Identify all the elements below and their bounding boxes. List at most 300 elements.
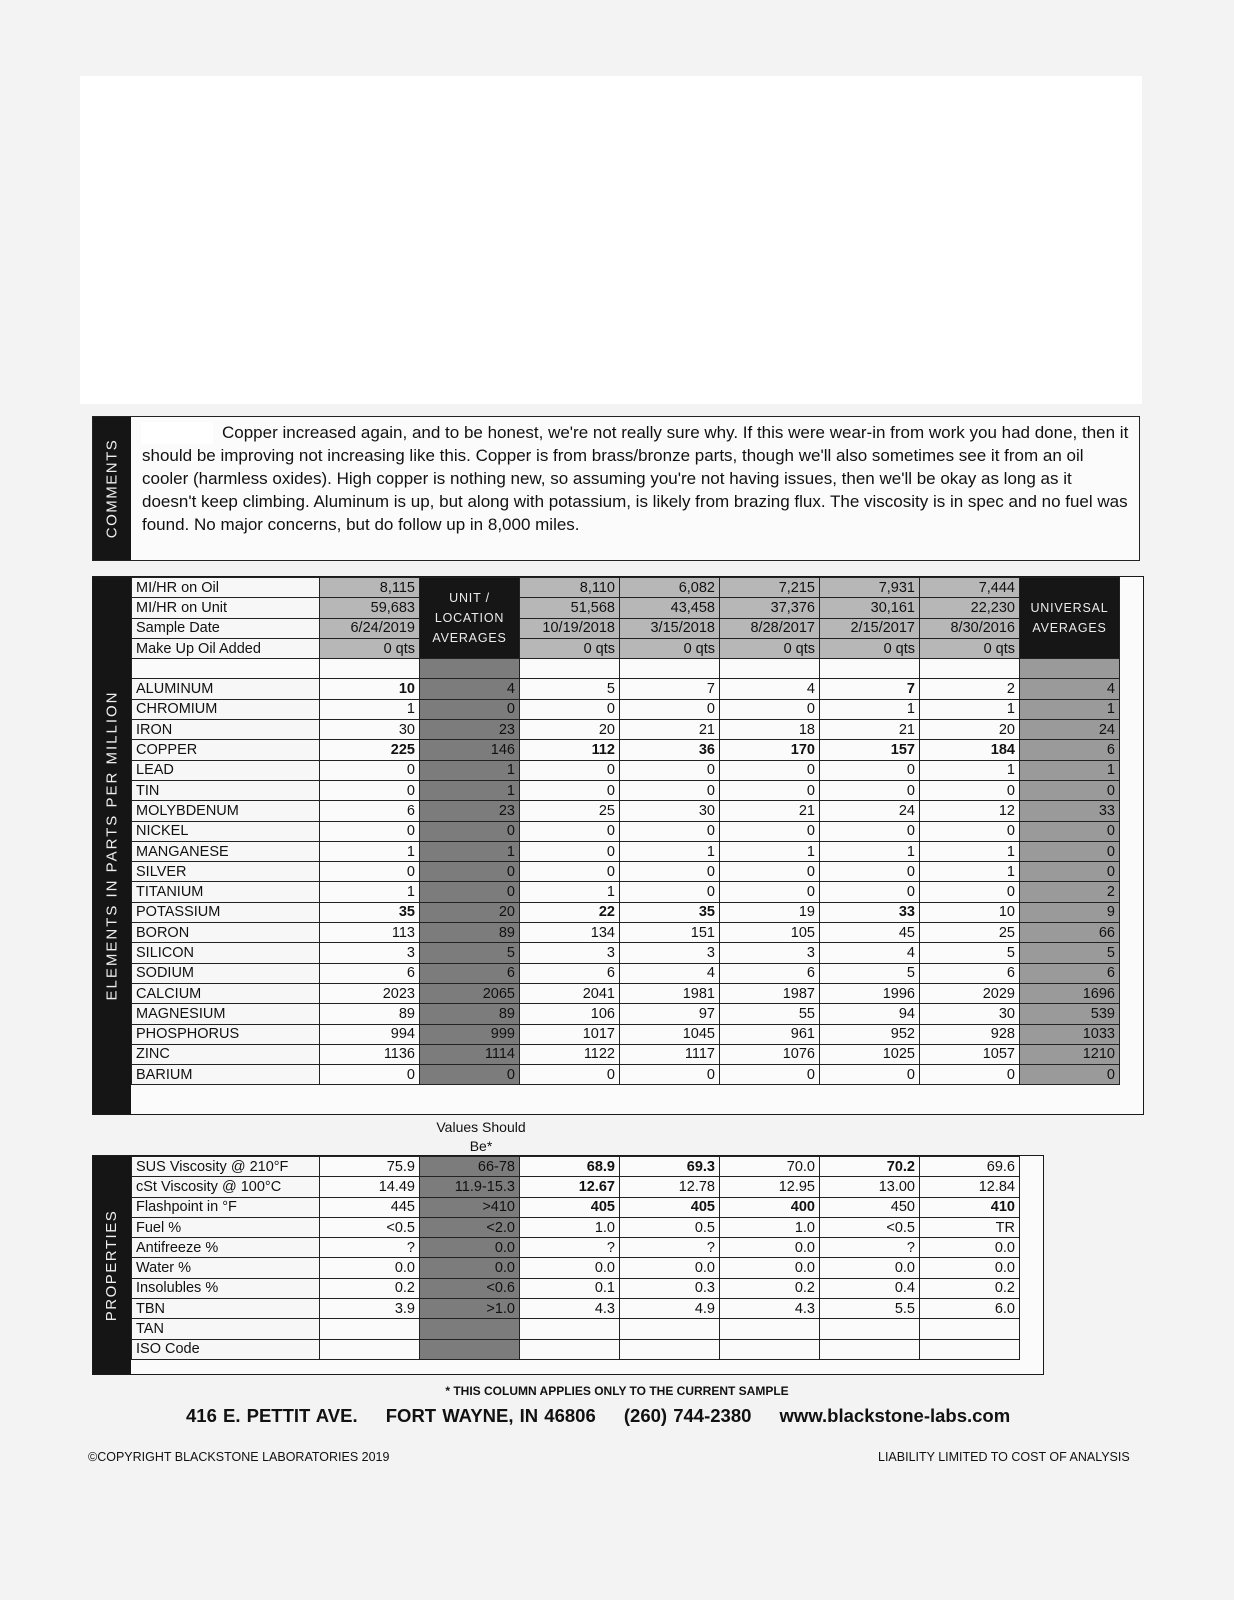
history-value: 33	[820, 902, 920, 922]
element-row	[132, 740, 1120, 760]
blank-cell	[920, 659, 1020, 679]
history-value: 0	[720, 1065, 820, 1085]
history-value: 1996	[820, 983, 920, 1003]
history-value: 134	[520, 923, 620, 943]
elements-table	[131, 577, 1120, 1085]
history-value: 6,082	[620, 578, 720, 598]
history-value: 69.6	[920, 1157, 1020, 1177]
history-value: 3/15/2018	[620, 618, 720, 638]
history-value: 0	[620, 780, 720, 800]
element-name: POTASSIUM	[132, 902, 320, 922]
universal-average: 0	[1020, 862, 1120, 882]
current-value: 994	[320, 1024, 420, 1044]
history-value: 0	[820, 821, 920, 841]
property-row	[132, 1157, 1020, 1177]
history-value: 3	[720, 943, 820, 963]
current-value: 3.9	[320, 1299, 420, 1319]
unit-average: 4	[420, 679, 520, 699]
current-value: 10	[320, 679, 420, 699]
history-value: 24	[820, 801, 920, 821]
history-value: 952	[820, 1024, 920, 1044]
universal-average: 2	[1020, 882, 1120, 902]
blank-cell	[320, 659, 420, 679]
history-value: 0	[620, 760, 720, 780]
history-value: 0.4	[820, 1278, 920, 1298]
element-name: CHROMIUM	[132, 699, 320, 719]
current-value: 89	[320, 1004, 420, 1024]
history-value: 184	[920, 740, 1020, 760]
property-name: Antifreeze %	[132, 1238, 320, 1258]
expected-value: >410	[420, 1197, 520, 1217]
history-value: 0	[520, 780, 620, 800]
redacted-header-area	[80, 76, 1142, 404]
history-value: 0	[520, 841, 620, 861]
footnote: * THIS COLUMN APPLIES ONLY TO THE CURRENT SAMPLE	[445, 1384, 789, 1398]
history-value: 0 qts	[920, 638, 1020, 658]
history-value: 0	[920, 821, 1020, 841]
history-value: 1122	[520, 1044, 620, 1064]
history-value: 105	[720, 923, 820, 943]
current-value: 2023	[320, 983, 420, 1003]
current-value: 8,115	[320, 578, 420, 598]
history-value: 20	[920, 720, 1020, 740]
universal-average: 539	[1020, 1004, 1120, 1024]
universal-average: 6	[1020, 740, 1120, 760]
history-value: ?	[520, 1238, 620, 1258]
element-name: LEAD	[132, 760, 320, 780]
property-name: Water %	[132, 1258, 320, 1278]
universal-average: 24	[1020, 720, 1120, 740]
history-value: 0.1	[520, 1278, 620, 1298]
elements-section	[92, 576, 1144, 1115]
history-value: 7	[820, 679, 920, 699]
blank-cell	[132, 659, 320, 679]
history-value: 1	[820, 841, 920, 861]
current-value: 113	[320, 923, 420, 943]
history-value: 0 qts	[720, 638, 820, 658]
unit-average: 0	[420, 699, 520, 719]
history-value: 4	[820, 943, 920, 963]
history-value: 22	[520, 902, 620, 922]
phone: (260) 744-2380	[623, 1405, 752, 1426]
history-value: 1076	[720, 1044, 820, 1064]
element-row	[132, 801, 1120, 821]
history-value: 37,376	[720, 598, 820, 618]
comments-text: Copper increased again, and to be honest, we're not really sure why. If this were wear-in from work you had done, then it should be improving not increasing like this. Copper is from brass/bronze parts, though we'll also sometimes see it from an oil cooler (harmless oxides). High copper is nothing new, so assuming you're not having issues, then we'll be okay as long as it doesn't keep climbing. Aluminum is up, but along with potassium, is likely from brazing flux. The viscosity is in spec and no fuel was found. No major concerns, but do follow up in 8,000 miles.	[142, 423, 1129, 534]
unit-average: 999	[420, 1024, 520, 1044]
property-row	[132, 1238, 1020, 1258]
element-row	[132, 862, 1120, 882]
history-value: 25	[920, 923, 1020, 943]
history-value: 0	[820, 780, 920, 800]
unit-average: 89	[420, 1004, 520, 1024]
history-value: 12.78	[620, 1177, 720, 1197]
current-value: 0	[320, 821, 420, 841]
history-value: 0	[720, 862, 820, 882]
sample-info-row	[132, 578, 1120, 598]
history-value: 0	[920, 882, 1020, 902]
property-row	[132, 1339, 1020, 1359]
history-value: 12	[920, 801, 1020, 821]
history-value: 4	[620, 963, 720, 983]
history-value: 68.9	[520, 1157, 620, 1177]
history-value	[520, 1319, 620, 1339]
element-row	[132, 1044, 1120, 1064]
current-value: 1	[320, 699, 420, 719]
property-row	[132, 1217, 1020, 1237]
lab-address	[186, 1405, 1032, 1427]
history-value: 0	[720, 821, 820, 841]
property-name: SUS Viscosity @ 210°F	[132, 1157, 320, 1177]
history-value: 1981	[620, 983, 720, 1003]
current-value: 59,683	[320, 598, 420, 618]
element-row	[132, 679, 1120, 699]
history-value: 21	[720, 801, 820, 821]
unit-average: 5	[420, 943, 520, 963]
current-value: 1	[320, 841, 420, 861]
element-name: MOLYBDENUM	[132, 801, 320, 821]
history-value: 5.5	[820, 1299, 920, 1319]
history-value: 4.3	[520, 1299, 620, 1319]
expected-value	[420, 1339, 520, 1359]
element-name: MANGANESE	[132, 841, 320, 861]
element-name: MAGNESIUM	[132, 1004, 320, 1024]
universal-average: 66	[1020, 923, 1120, 943]
history-value: 0.0	[720, 1258, 820, 1278]
property-row	[132, 1258, 1020, 1278]
element-row	[132, 963, 1120, 983]
history-value: 2	[920, 679, 1020, 699]
properties-label: PROPERTIES	[93, 1156, 131, 1374]
history-value: 55	[720, 1004, 820, 1024]
history-value: 12.67	[520, 1177, 620, 1197]
element-name: TITANIUM	[132, 882, 320, 902]
current-value: ?	[320, 1238, 420, 1258]
history-value: 30	[920, 1004, 1020, 1024]
history-value: 1	[720, 841, 820, 861]
history-value: 2029	[920, 983, 1020, 1003]
element-row	[132, 1024, 1120, 1044]
current-value: 0.0	[320, 1258, 420, 1278]
universal-average: 4	[1020, 679, 1120, 699]
current-value: 0	[320, 780, 420, 800]
expected-value: >1.0	[420, 1299, 520, 1319]
property-name: TBN	[132, 1299, 320, 1319]
history-value: 5	[920, 943, 1020, 963]
unit-average: 2065	[420, 983, 520, 1003]
current-value	[320, 1339, 420, 1359]
element-name: BARIUM	[132, 1065, 320, 1085]
properties-section	[92, 1155, 1044, 1375]
history-value: 1	[520, 882, 620, 902]
history-value: 0.0	[720, 1238, 820, 1258]
element-row	[132, 882, 1120, 902]
element-name: ALUMINUM	[132, 679, 320, 699]
history-value: 0	[720, 882, 820, 902]
current-value: 75.9	[320, 1157, 420, 1177]
current-value: 0 qts	[320, 638, 420, 658]
comments-box	[92, 416, 1140, 561]
property-name: Insolubles %	[132, 1278, 320, 1298]
history-value: 0 qts	[520, 638, 620, 658]
history-value: 3	[520, 943, 620, 963]
sample-info-row	[132, 638, 1120, 658]
expected-value: 0.0	[420, 1238, 520, 1258]
history-value	[520, 1339, 620, 1359]
history-value: 43,458	[620, 598, 720, 618]
history-value: 2/15/2017	[820, 618, 920, 638]
history-value: 0	[920, 780, 1020, 800]
element-name: COPPER	[132, 740, 320, 760]
unit-average: 23	[420, 720, 520, 740]
history-value: 0 qts	[820, 638, 920, 658]
history-value: 20	[520, 720, 620, 740]
history-value: 70.0	[720, 1157, 820, 1177]
history-value: 0	[620, 862, 720, 882]
current-value: 1136	[320, 1044, 420, 1064]
element-name: ZINC	[132, 1044, 320, 1064]
history-value: 0	[620, 1065, 720, 1085]
expected-value: 66-78	[420, 1157, 520, 1177]
history-value: 405	[520, 1197, 620, 1217]
universal-average: 1	[1020, 699, 1120, 719]
history-value: 1057	[920, 1044, 1020, 1064]
element-row	[132, 1004, 1120, 1024]
history-value: ?	[820, 1238, 920, 1258]
property-row	[132, 1299, 1020, 1319]
history-value: 70.2	[820, 1157, 920, 1177]
history-value: 961	[720, 1024, 820, 1044]
sample-info-row	[132, 618, 1120, 638]
history-value	[620, 1339, 720, 1359]
history-value: 4.9	[620, 1299, 720, 1319]
history-value	[620, 1319, 720, 1339]
history-value: ?	[620, 1238, 720, 1258]
history-value: 7,215	[720, 578, 820, 598]
history-value: 0	[720, 760, 820, 780]
history-value: 22,230	[920, 598, 1020, 618]
current-value: 6	[320, 963, 420, 983]
history-value: 4.3	[720, 1299, 820, 1319]
history-value: 21	[820, 720, 920, 740]
history-value: 8/30/2016	[920, 618, 1020, 638]
history-value: <0.5	[820, 1217, 920, 1237]
history-value: 0.0	[820, 1258, 920, 1278]
spacer-row	[132, 659, 1120, 679]
history-value: 405	[620, 1197, 720, 1217]
current-value: 35	[320, 902, 420, 922]
row-label: MI/HR on Oil	[132, 578, 320, 598]
expected-value: 0.0	[420, 1258, 520, 1278]
history-value: 12.84	[920, 1177, 1020, 1197]
element-name: TIN	[132, 780, 320, 800]
element-name: SILICON	[132, 943, 320, 963]
universal-averages-header: UNIVERSAL AVERAGES	[1020, 578, 1120, 659]
property-name: TAN	[132, 1319, 320, 1339]
universal-average: 0	[1020, 780, 1120, 800]
history-value: 6	[720, 963, 820, 983]
history-value: 35	[620, 902, 720, 922]
history-value: 6	[920, 963, 1020, 983]
element-row	[132, 902, 1120, 922]
universal-average: 0	[1020, 1065, 1120, 1085]
unit-average: 6	[420, 963, 520, 983]
blank-cell	[520, 659, 620, 679]
element-row	[132, 720, 1120, 740]
history-value: 4	[720, 679, 820, 699]
history-value: 0.2	[920, 1278, 1020, 1298]
element-row	[132, 943, 1120, 963]
universal-average: 0	[1020, 841, 1120, 861]
history-value: 0	[920, 1065, 1020, 1085]
history-value: 0.3	[620, 1278, 720, 1298]
history-value: 1	[920, 862, 1020, 882]
universal-average: 5	[1020, 943, 1120, 963]
current-value: 445	[320, 1197, 420, 1217]
universal-average: 1210	[1020, 1044, 1120, 1064]
history-value: 0.5	[620, 1217, 720, 1237]
history-value: 0	[820, 862, 920, 882]
universal-average: 1696	[1020, 983, 1120, 1003]
element-name: PHOSPHORUS	[132, 1024, 320, 1044]
element-name: BORON	[132, 923, 320, 943]
universal-average: 33	[1020, 801, 1120, 821]
unit-average: 0	[420, 821, 520, 841]
history-value	[920, 1319, 1020, 1339]
current-value: 0.2	[320, 1278, 420, 1298]
history-value: 1	[820, 699, 920, 719]
current-value: 0	[320, 1065, 420, 1085]
history-value: 0	[820, 760, 920, 780]
history-value: 19	[720, 902, 820, 922]
property-name: Fuel %	[132, 1217, 320, 1237]
row-label: MI/HR on Unit	[132, 598, 320, 618]
history-value: 0	[520, 699, 620, 719]
history-value: 0	[620, 821, 720, 841]
history-value: 97	[620, 1004, 720, 1024]
comments-label: COMMENTS	[93, 417, 131, 560]
city: FORT WAYNE, IN 46806	[385, 1405, 596, 1426]
history-value: 410	[920, 1197, 1020, 1217]
history-value: 6	[520, 963, 620, 983]
blank-cell	[720, 659, 820, 679]
history-value: 6.0	[920, 1299, 1020, 1319]
universal-average: 6	[1020, 963, 1120, 983]
history-value	[720, 1319, 820, 1339]
current-value: 0	[320, 760, 420, 780]
history-value: 0	[620, 699, 720, 719]
element-row	[132, 821, 1120, 841]
values-should-be-note: Values Should Be*	[436, 1119, 526, 1154]
history-value: 0.0	[920, 1258, 1020, 1278]
current-value: 30	[320, 720, 420, 740]
history-value: 0	[520, 862, 620, 882]
history-value: 1.0	[520, 1217, 620, 1237]
element-name: IRON	[132, 720, 320, 740]
history-value: 1987	[720, 983, 820, 1003]
history-value: 0	[520, 821, 620, 841]
unit-average: 23	[420, 801, 520, 821]
redacted-name	[141, 422, 213, 444]
universal-average: 1	[1020, 760, 1120, 780]
property-row	[132, 1177, 1020, 1197]
history-value: 0	[720, 780, 820, 800]
unit-average: 1	[420, 841, 520, 861]
website-link[interactable]: www.blackstone-labs.com	[779, 1405, 1011, 1426]
history-value: 7,444	[920, 578, 1020, 598]
history-value: 10	[920, 902, 1020, 922]
element-name: CALCIUM	[132, 983, 320, 1003]
history-value: 2041	[520, 983, 620, 1003]
history-value: 94	[820, 1004, 920, 1024]
history-value: 5	[820, 963, 920, 983]
history-value: 69.3	[620, 1157, 720, 1177]
current-value: 225	[320, 740, 420, 760]
current-value: 0	[320, 862, 420, 882]
history-value: 112	[520, 740, 620, 760]
property-name: cSt Viscosity @ 100°C	[132, 1177, 320, 1197]
unit-average: 1114	[420, 1044, 520, 1064]
history-value: 450	[820, 1197, 920, 1217]
history-value: 1025	[820, 1044, 920, 1064]
current-value	[320, 1319, 420, 1339]
unit-average: 0	[420, 1065, 520, 1085]
properties-table	[131, 1156, 1020, 1360]
element-name: SILVER	[132, 862, 320, 882]
history-value: 1	[920, 841, 1020, 861]
unit-average: 20	[420, 902, 520, 922]
street: 416 E. PETTIT AVE.	[186, 1405, 358, 1426]
history-value: 8,110	[520, 578, 620, 598]
expected-value: 11.9-15.3	[420, 1177, 520, 1197]
property-name: ISO Code	[132, 1339, 320, 1359]
current-value: 6/24/2019	[320, 618, 420, 638]
history-value: 0.0	[920, 1238, 1020, 1258]
history-value: 1	[620, 841, 720, 861]
blank-cell	[820, 659, 920, 679]
history-value: 0.0	[620, 1258, 720, 1278]
unit-average: 89	[420, 923, 520, 943]
history-value: 1045	[620, 1024, 720, 1044]
expected-value: <2.0	[420, 1217, 520, 1237]
universal-average: 0	[1020, 821, 1120, 841]
history-value: 928	[920, 1024, 1020, 1044]
history-value: 7	[620, 679, 720, 699]
history-value: 13.00	[820, 1177, 920, 1197]
property-row	[132, 1319, 1020, 1339]
copyright: ©COPYRIGHT BLACKSTONE LABORATORIES 2019	[88, 1450, 390, 1464]
history-value: 157	[820, 740, 920, 760]
history-value: 170	[720, 740, 820, 760]
history-value: 51,568	[520, 598, 620, 618]
history-value: 0	[520, 760, 620, 780]
history-value: 106	[520, 1004, 620, 1024]
history-value: 0	[820, 882, 920, 902]
universal-average: 9	[1020, 902, 1120, 922]
history-value: 0	[720, 699, 820, 719]
element-row	[132, 923, 1120, 943]
current-value: 1	[320, 882, 420, 902]
elements-label: ELEMENTS IN PARTS PER MILLION	[93, 577, 131, 1114]
current-value: 14.49	[320, 1177, 420, 1197]
history-value: 400	[720, 1197, 820, 1217]
history-value: 45	[820, 923, 920, 943]
history-value: 36	[620, 740, 720, 760]
history-value: 0.0	[520, 1258, 620, 1278]
history-value	[820, 1319, 920, 1339]
history-value: 21	[620, 720, 720, 740]
universal-average: 1033	[1020, 1024, 1120, 1044]
